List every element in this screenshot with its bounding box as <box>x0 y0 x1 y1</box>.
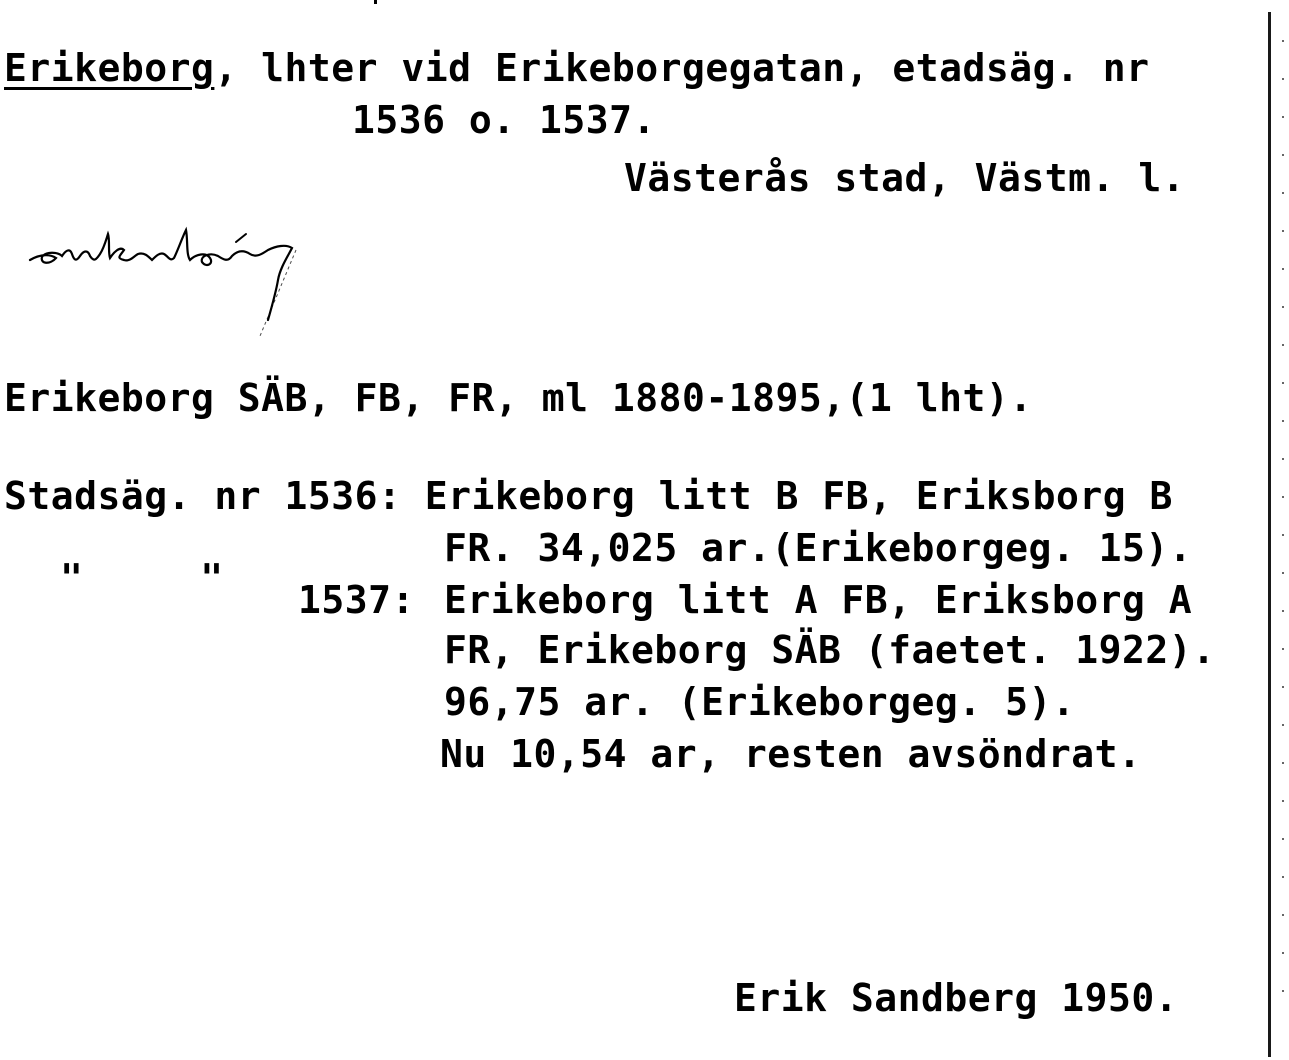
entry-line-5: 96,75 ar. (Erikeborgeg. 5). <box>444 680 1076 724</box>
ditto-marks: " " <box>60 556 224 600</box>
entry-line-2: FR. 34,025 ar.(Erikeborgeg. 15). <box>444 526 1193 570</box>
heading-location: Västerås stad, Västm. l. <box>624 156 1186 200</box>
author-line: Erik Sandberg 1950. <box>734 976 1179 1020</box>
entry-line-4: FR, Erikeborg SÄB (faetet. 1922). <box>444 628 1216 672</box>
entry-line-6: Nu 10,54 ar, resten avsöndrat. <box>440 732 1142 776</box>
handwritten-word <box>10 210 390 350</box>
entry-line-3-text: Erikeborg litt A FB, Eriksborg A <box>444 578 1193 622</box>
scan-mark <box>374 0 377 4</box>
heading-rest: , lhter vid Erikeborgegatan, etadsäg. nr <box>214 46 1150 90</box>
heading-name: Erikeborg <box>4 46 215 90</box>
entry-line-1: Stadsäg. nr 1536: Erikeborg litt B FB, Eriksborg B <box>4 474 1173 518</box>
heading-line-2: 1536 o. 1537. <box>352 98 656 142</box>
entry-line-3-number: 1537: <box>298 578 415 622</box>
heading-line-1 <box>4 46 1150 90</box>
card-edge-line <box>1268 12 1271 1057</box>
card-edge-dots <box>1282 40 1284 1020</box>
record-line: Erikeborg SÄB, FB, FR, ml 1880-1895,(1 lht). <box>4 376 1033 420</box>
